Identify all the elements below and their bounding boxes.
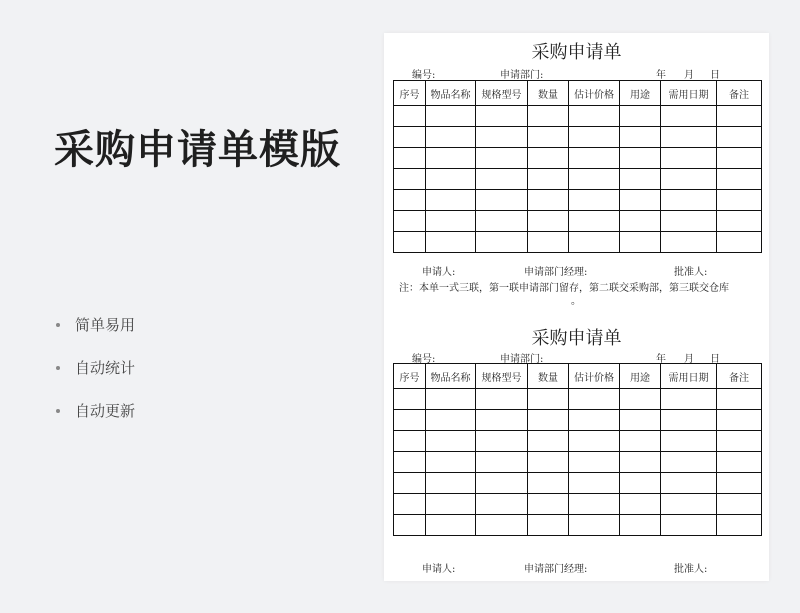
table-cell[interactable] [620, 494, 661, 515]
table-cell[interactable] [476, 389, 528, 410]
table-cell[interactable] [569, 473, 620, 494]
form-note-end: 。 [571, 296, 581, 307]
feature-list [52, 314, 135, 443]
table-cell[interactable] [476, 211, 528, 232]
table-cell[interactable] [569, 148, 620, 169]
table-cell[interactable] [394, 106, 426, 127]
table-cell[interactable] [620, 473, 661, 494]
table-cell[interactable] [476, 232, 528, 253]
feature-label: 自动统计 [75, 359, 136, 377]
table-cell[interactable] [426, 106, 476, 127]
form-title: 采购申请单 [531, 328, 622, 349]
table-cell[interactable] [476, 515, 528, 536]
table-cell[interactable] [717, 127, 762, 148]
table-cell[interactable] [476, 410, 528, 431]
table-cell[interactable] [569, 211, 620, 232]
table-row [394, 515, 762, 536]
month-label: 月 [684, 70, 694, 81]
table-cell[interactable] [661, 169, 717, 190]
table-cell[interactable] [476, 452, 528, 473]
table-cell[interactable] [717, 515, 762, 536]
table-cell[interactable] [661, 148, 717, 169]
table-cell[interactable] [394, 232, 426, 253]
table-cell[interactable] [569, 410, 620, 431]
table-cell[interactable] [717, 389, 762, 410]
table-cell[interactable] [717, 452, 762, 473]
table-cell[interactable] [426, 232, 476, 253]
table-cell[interactable] [476, 494, 528, 515]
form-title: 采购申请单 [531, 42, 622, 63]
table-cell[interactable] [661, 410, 717, 431]
table-cell[interactable] [426, 431, 476, 452]
bullet-icon [56, 323, 60, 327]
year-label: 年 [656, 354, 666, 365]
table-cell[interactable] [528, 211, 569, 232]
number-label: 编号: [412, 70, 436, 81]
table-cell[interactable] [717, 169, 762, 190]
table-cell[interactable] [569, 494, 620, 515]
column-header: 数量 [528, 364, 569, 389]
approver-label: 批准人: [674, 564, 708, 575]
table-cell[interactable] [661, 494, 717, 515]
manager-label: 申请部门经理: [524, 564, 588, 575]
table-cell[interactable] [569, 106, 620, 127]
table-cell[interactable] [476, 148, 528, 169]
bullet-icon [56, 409, 60, 413]
table-cell[interactable] [620, 106, 661, 127]
feature-item [52, 314, 135, 336]
table-cell[interactable] [620, 431, 661, 452]
table-cell[interactable] [528, 494, 569, 515]
applicant-label: 申请人: [422, 267, 456, 278]
day-label: 日 [710, 70, 720, 81]
table-cell[interactable] [528, 473, 569, 494]
table-cell[interactable] [717, 494, 762, 515]
day-label: 日 [710, 354, 720, 365]
table-cell[interactable] [661, 452, 717, 473]
table-cell[interactable] [394, 515, 426, 536]
table-cell[interactable] [528, 515, 569, 536]
month-label: 月 [684, 354, 694, 365]
year-label: 年 [656, 70, 666, 81]
table-cell[interactable] [620, 148, 661, 169]
column-header: 备注 [717, 81, 762, 106]
dept-label: 申请部门: [500, 354, 544, 365]
table-cell[interactable] [661, 106, 717, 127]
table-cell[interactable] [569, 452, 620, 473]
table-cell[interactable] [569, 232, 620, 253]
table-cell[interactable] [569, 431, 620, 452]
approver-label: 批准人: [674, 267, 708, 278]
table-cell[interactable] [717, 410, 762, 431]
column-header: 需用日期 [661, 364, 717, 389]
table-cell[interactable] [528, 410, 569, 431]
table-row [394, 190, 762, 211]
table-cell[interactable] [426, 473, 476, 494]
table-cell[interactable] [476, 106, 528, 127]
table-row [394, 232, 762, 253]
table-cell[interactable] [426, 410, 476, 431]
number-label: 编号: [412, 354, 436, 365]
table-cell[interactable] [717, 473, 762, 494]
dept-label: 申请部门: [500, 70, 544, 81]
table-cell[interactable] [569, 169, 620, 190]
table-cell[interactable] [528, 169, 569, 190]
bullet-icon [56, 366, 60, 370]
table-cell[interactable] [620, 452, 661, 473]
table-cell[interactable] [569, 389, 620, 410]
table-cell[interactable] [394, 169, 426, 190]
column-header: 用途 [620, 81, 661, 106]
table-row [394, 211, 762, 232]
table-cell[interactable] [394, 190, 426, 211]
column-header: 规格型号 [476, 364, 528, 389]
column-header: 规格型号 [476, 81, 528, 106]
table-cell[interactable] [394, 127, 426, 148]
column-header: 需用日期 [661, 81, 717, 106]
table-cell[interactable] [569, 515, 620, 536]
table-cell[interactable] [717, 148, 762, 169]
table-cell[interactable] [426, 169, 476, 190]
table-cell[interactable] [661, 389, 717, 410]
table-cell[interactable] [661, 232, 717, 253]
table-cell[interactable] [476, 473, 528, 494]
table-row [394, 410, 762, 431]
table-row [394, 431, 762, 452]
table-cell[interactable] [620, 190, 661, 211]
column-header: 物品名称 [426, 81, 476, 106]
column-header: 用途 [620, 364, 661, 389]
table-cell[interactable] [661, 473, 717, 494]
table-cell[interactable] [426, 148, 476, 169]
column-header: 估计价格 [569, 364, 620, 389]
table-cell[interactable] [569, 127, 620, 148]
table-cell[interactable] [426, 452, 476, 473]
table-cell[interactable] [717, 431, 762, 452]
table-row [394, 473, 762, 494]
table-cell[interactable] [394, 389, 426, 410]
table-cell[interactable] [620, 127, 661, 148]
table-cell[interactable] [620, 410, 661, 431]
table-row [394, 389, 762, 410]
column-header: 估计价格 [569, 81, 620, 106]
column-header: 序号 [394, 81, 426, 106]
table-cell[interactable] [528, 127, 569, 148]
table-cell[interactable] [394, 211, 426, 232]
table-row [394, 452, 762, 473]
table-cell[interactable] [620, 169, 661, 190]
table-cell[interactable] [661, 127, 717, 148]
table-cell[interactable] [426, 190, 476, 211]
table-cell[interactable] [661, 431, 717, 452]
items-table [393, 80, 762, 253]
table-cell[interactable] [528, 148, 569, 169]
table-cell[interactable] [528, 389, 569, 410]
table-cell[interactable] [426, 389, 476, 410]
table-cell[interactable] [620, 515, 661, 536]
column-header: 物品名称 [426, 364, 476, 389]
table-cell[interactable] [476, 190, 528, 211]
column-header: 备注 [717, 364, 762, 389]
table-cell[interactable] [661, 515, 717, 536]
manager-label: 申请部门经理: [524, 267, 588, 278]
page-title: 采购申请单模版 [54, 127, 341, 173]
table-row [394, 106, 762, 127]
form-preview-sheet [384, 33, 769, 581]
table-cell[interactable] [717, 106, 762, 127]
table-cell[interactable] [620, 389, 661, 410]
table-cell[interactable] [426, 515, 476, 536]
table-cell[interactable] [426, 211, 476, 232]
table-header-row [394, 364, 762, 389]
table-cell[interactable] [426, 127, 476, 148]
column-header: 数量 [528, 81, 569, 106]
column-header: 序号 [394, 364, 426, 389]
feature-label: 简单易用 [75, 316, 136, 334]
applicant-label: 申请人: [422, 564, 456, 575]
items-table [393, 363, 762, 536]
feature-item [52, 357, 135, 379]
feature-label: 自动更新 [75, 402, 136, 420]
table-cell[interactable] [717, 211, 762, 232]
table-cell[interactable] [394, 148, 426, 169]
table-cell[interactable] [528, 232, 569, 253]
table-cell[interactable] [569, 190, 620, 211]
table-row [394, 127, 762, 148]
table-cell[interactable] [528, 431, 569, 452]
table-cell[interactable] [394, 431, 426, 452]
table-cell[interactable] [717, 190, 762, 211]
table-cell[interactable] [476, 169, 528, 190]
table-cell[interactable] [394, 494, 426, 515]
form-note: 注：本单一式三联，第一联申请部门留存，第二联交采购部，第三联交仓库 [399, 283, 729, 294]
table-cell[interactable] [528, 190, 569, 211]
table-cell[interactable] [426, 494, 476, 515]
table-cell[interactable] [394, 410, 426, 431]
table-cell[interactable] [394, 452, 426, 473]
table-cell[interactable] [394, 473, 426, 494]
table-cell[interactable] [620, 211, 661, 232]
table-row [394, 494, 762, 515]
table-cell[interactable] [717, 232, 762, 253]
table-cell[interactable] [528, 452, 569, 473]
table-cell[interactable] [620, 232, 661, 253]
table-cell[interactable] [661, 211, 717, 232]
table-cell[interactable] [476, 127, 528, 148]
table-header-row [394, 81, 762, 106]
feature-item [52, 400, 135, 422]
table-cell[interactable] [661, 190, 717, 211]
table-cell[interactable] [528, 106, 569, 127]
table-cell[interactable] [476, 431, 528, 452]
table-row [394, 148, 762, 169]
table-row [394, 169, 762, 190]
